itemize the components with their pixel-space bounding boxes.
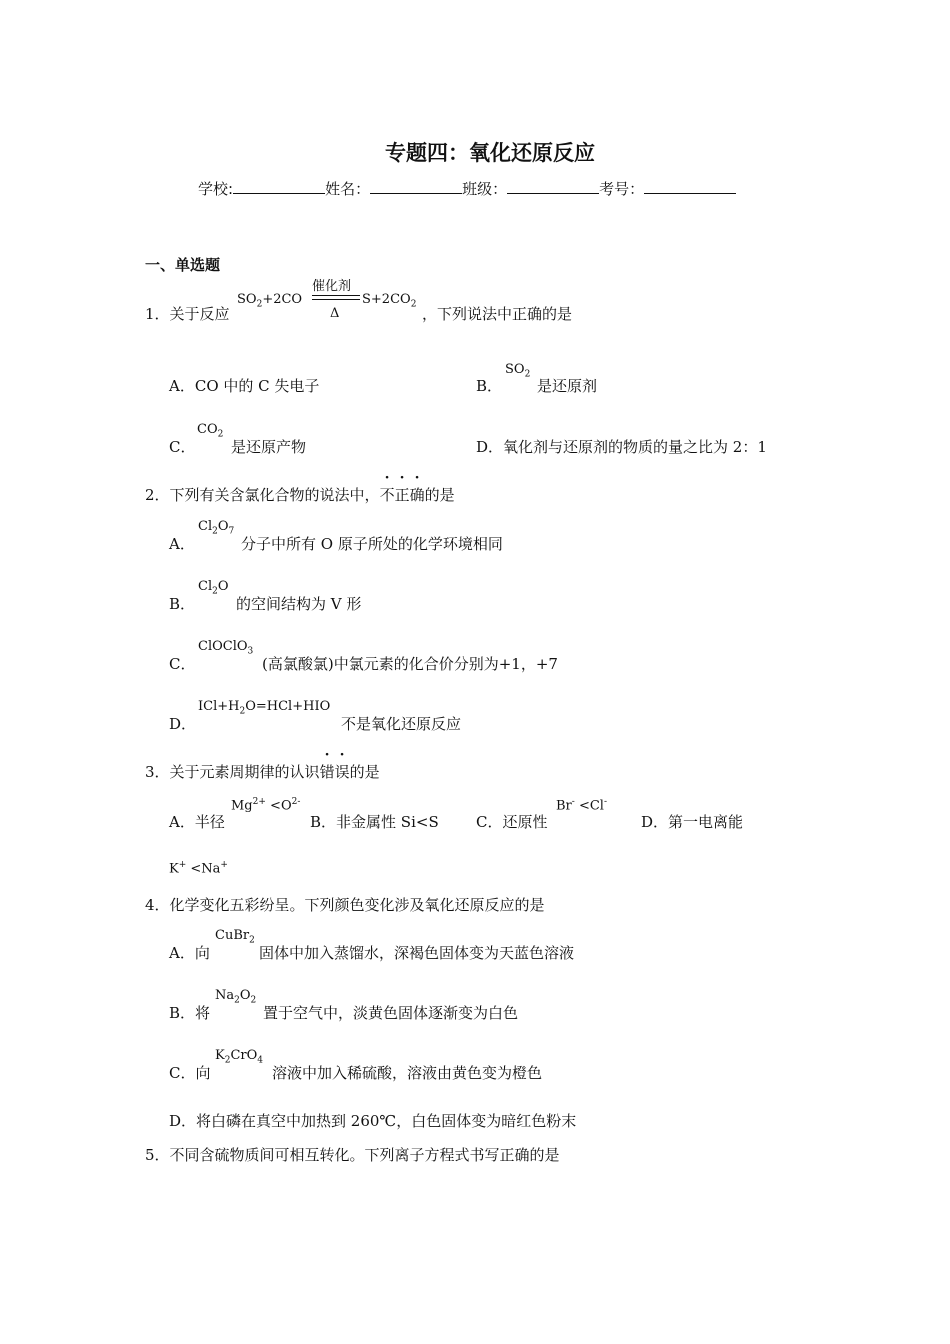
- student-info-line: [198, 178, 736, 199]
- option-label: D．: [476, 438, 504, 456]
- q2-stem-pre: 下列有关含氯化合物的说法中，: [169, 486, 380, 504]
- formula: Cl: [198, 579, 213, 594]
- emphasis-char: 确: [409, 486, 425, 504]
- q1-option-c-formula: [197, 422, 223, 440]
- q1-eq-sub2: 2: [410, 299, 417, 310]
- q4-option-b-formula: [215, 988, 256, 1006]
- option-label: A．: [169, 944, 195, 962]
- option-text: 氧化剂与还原剂的物质的量之比为 2：1: [503, 438, 767, 456]
- q1-equals-line-2: [312, 299, 360, 300]
- formula: O: [217, 519, 229, 534]
- formula: O: [239, 988, 251, 1003]
- q2-stem: [145, 484, 455, 505]
- option-text: 向: [195, 1064, 211, 1082]
- exam-number-label: 考号：: [599, 180, 645, 198]
- q1-catalyst: 催化剂: [312, 279, 352, 294]
- emphasis-char: 错: [319, 763, 335, 781]
- formula: CrO: [230, 1048, 258, 1063]
- q2-option-d-text: 不是氧化还原反应: [341, 715, 462, 733]
- option-label: C．: [169, 1064, 196, 1082]
- option-text: CO 中的 C 失电子: [194, 377, 320, 395]
- q4-option-c-text: 溶液中加入稀硫酸，溶液由黄色变为橙色: [272, 1064, 543, 1082]
- name-blank[interactable]: [370, 181, 462, 194]
- q1-heat: Δ: [330, 306, 340, 321]
- option-label: B．: [169, 595, 196, 613]
- q2-option-a[interactable]: [169, 533, 195, 554]
- q1-eq-co: +2CO: [262, 292, 303, 307]
- formula: K: [215, 1048, 225, 1063]
- q1-eq-sub: 2: [256, 299, 263, 310]
- formula-sub: 2: [217, 429, 224, 440]
- q1-equals-line-1: [312, 295, 360, 296]
- class-label: 班级：: [462, 180, 508, 198]
- q1-option-b[interactable]: [476, 375, 502, 396]
- option-text: 还原性: [502, 813, 548, 831]
- q4-option-d[interactable]: [169, 1110, 576, 1131]
- q4-option-a-formula: [215, 928, 255, 946]
- q4-option-a[interactable]: [169, 942, 210, 963]
- class-blank[interactable]: [507, 181, 599, 194]
- emphasis-char: 正: [394, 486, 410, 504]
- q3-number: 3．: [145, 763, 170, 781]
- formula: SO: [505, 362, 525, 377]
- exam-number-blank[interactable]: [644, 181, 736, 194]
- q1-option-b-text: 是还原剂: [537, 377, 598, 395]
- q5-number: 5．: [145, 1146, 170, 1164]
- q2-option-c[interactable]: [169, 653, 195, 674]
- formula-sub: 2: [212, 586, 218, 597]
- q1-option-a[interactable]: [169, 375, 319, 396]
- formula: ClOClO: [198, 639, 248, 654]
- q1-stem-post: ，下列说法中正确的是: [422, 305, 573, 323]
- formula: Cl: [198, 519, 213, 534]
- option-label: D．: [169, 1112, 197, 1130]
- option-text: 半径: [194, 813, 225, 831]
- option-text: 向: [194, 944, 210, 962]
- q1-eq-so: SO: [237, 292, 257, 307]
- formula: O=HCl+HIO: [245, 699, 331, 714]
- formula-sup: +: [220, 860, 228, 870]
- page-title: 专题四：氧化还原反应: [385, 141, 595, 165]
- q1-option-c-text: 是还原产物: [231, 438, 307, 456]
- q5-stem-text: 不同含硫物质间可相互转化。下列离子方程式书写正确的是: [169, 1146, 560, 1164]
- option-label: D．: [169, 715, 197, 733]
- q3-option-c-formula: [556, 797, 607, 813]
- q5-stem: [145, 1144, 560, 1165]
- q3-option-c[interactable]: [476, 811, 548, 832]
- q4-option-b-text: 置于空气中，淡黄色固体逐渐变为白色: [263, 1004, 519, 1022]
- q2-option-c-text: (高氯酸氯)中氯元素的化合价分别为+1，+7: [262, 655, 558, 673]
- q2-option-b-formula: [198, 579, 229, 597]
- q2-option-a-text: 分子中所有 O 原子所处的化学环境相同: [241, 535, 503, 553]
- formula: Mg: [231, 798, 253, 814]
- formula-sup: -: [571, 797, 575, 807]
- option-label: A．: [169, 377, 195, 395]
- formula: <Na: [186, 861, 221, 877]
- option-label: D．: [641, 813, 669, 831]
- q3-option-a-formula: [231, 797, 300, 813]
- q1-option-b-formula: [505, 362, 530, 380]
- emphasis-char: 误: [334, 763, 350, 781]
- formula-sub: 3: [247, 646, 254, 657]
- formula-sub: 2: [249, 935, 255, 946]
- q3-option-a[interactable]: [169, 811, 225, 832]
- q1-number: 1．: [145, 305, 170, 323]
- q1-stem-pre: 关于反应: [169, 305, 230, 323]
- option-label: C．: [169, 655, 196, 673]
- q4-option-b[interactable]: [169, 1002, 210, 1023]
- q3-option-d[interactable]: [641, 811, 743, 832]
- formula-sub: 2: [224, 1055, 231, 1066]
- q2-option-a-formula: [198, 519, 234, 537]
- q1-option-c[interactable]: [169, 436, 195, 457]
- formula-sub: 2: [234, 995, 240, 1006]
- q2-option-b-text: 的空间结构为 V 形: [236, 595, 362, 613]
- q2-option-d[interactable]: [169, 713, 196, 734]
- q3-option-d-formula: [169, 860, 228, 876]
- emphasis-char: 不: [379, 486, 395, 504]
- formula-sub: 7: [228, 526, 235, 537]
- formula-sub: 2: [212, 526, 218, 537]
- formula: <O: [265, 798, 292, 814]
- q1-equation-left: [237, 292, 302, 310]
- formula: CuBr: [215, 928, 250, 943]
- q1-option-d[interactable]: [476, 436, 767, 457]
- option-text: 非金属性 Si<S: [336, 813, 439, 831]
- formula-sup: +: [178, 860, 187, 870]
- formula-sub: 4: [257, 1055, 264, 1066]
- section-heading: 一、单选题: [145, 256, 221, 274]
- q4-option-c-formula: [215, 1048, 263, 1066]
- school-blank[interactable]: [233, 181, 325, 194]
- formula-sup: 2+: [252, 797, 266, 807]
- q2-option-c-formula: [198, 639, 253, 657]
- q4-stem-text: 化学变化五彩纷呈。下列颜色变化涉及氧化还原反应的是: [169, 896, 545, 914]
- formula: O: [217, 579, 229, 594]
- option-label: A．: [169, 813, 195, 831]
- option-text: 将: [195, 1004, 211, 1022]
- option-text: 第一电离能: [668, 813, 744, 831]
- q3-stem-pre: 关于元素周期律的认识: [169, 763, 320, 781]
- formula-sup: -: [603, 797, 608, 807]
- option-text: 将白磷在真空中加热到 260℃，白色固体变为暗红色粉末: [196, 1112, 577, 1130]
- formula-sup: 2-: [291, 797, 301, 807]
- option-label: B．: [476, 377, 503, 395]
- q2-number: 2．: [145, 486, 170, 504]
- school-label: 学校:: [198, 180, 234, 198]
- formula-sub: 2: [239, 706, 246, 717]
- q2-option-d-formula: [198, 699, 330, 717]
- q3-stem: [145, 761, 380, 782]
- formula: <Cl: [574, 798, 604, 814]
- formula: Na: [215, 988, 235, 1003]
- option-label: B．: [310, 813, 337, 831]
- formula-sub: 2: [250, 995, 257, 1006]
- formula-sub: 2: [524, 369, 531, 380]
- q4-stem: [145, 894, 545, 915]
- q2-stem-post: 的是: [424, 486, 455, 504]
- option-label: B．: [169, 1004, 196, 1022]
- option-label: A．: [169, 535, 195, 553]
- q1-stem: [145, 303, 230, 324]
- option-label: C．: [169, 438, 196, 456]
- q2-option-b[interactable]: [169, 593, 195, 614]
- formula: Br: [556, 798, 572, 814]
- option-label: C．: [476, 813, 503, 831]
- q4-number: 4．: [145, 896, 170, 914]
- q3-option-b[interactable]: [310, 811, 439, 832]
- name-label: 姓名：: [325, 180, 371, 198]
- q4-option-a-text: 固体中加入蒸馏水，深褐色固体变为天蓝色溶液: [259, 944, 575, 962]
- formula: K: [169, 861, 179, 877]
- q4-option-c[interactable]: [169, 1062, 211, 1083]
- q1-eq-s: S+2CO: [362, 292, 411, 307]
- q3-stem-post: 的是: [349, 763, 380, 781]
- q1-equation-right: [362, 292, 416, 310]
- formula: ICl+H: [198, 699, 240, 714]
- formula: CO: [197, 422, 218, 437]
